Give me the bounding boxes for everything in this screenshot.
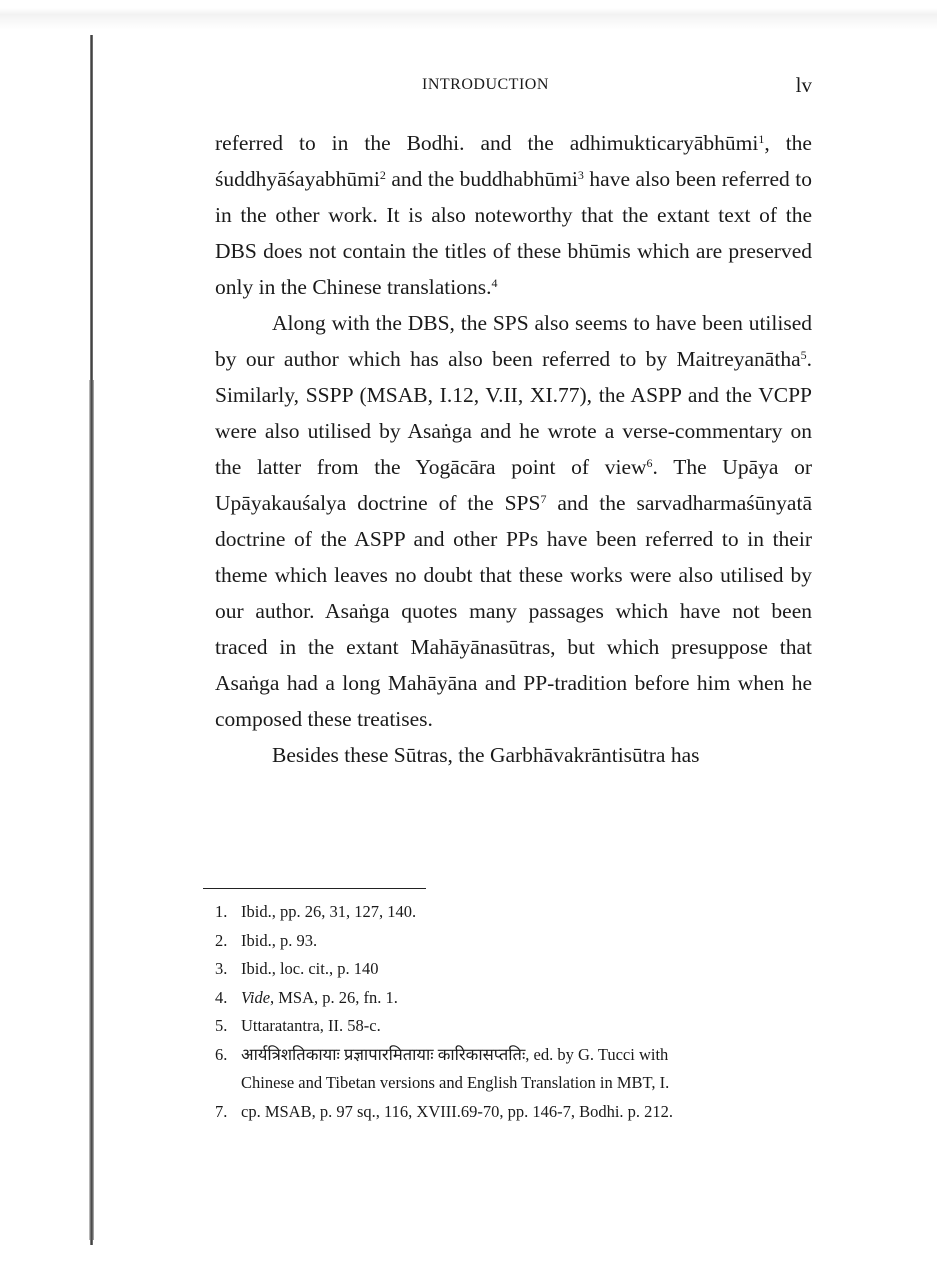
- footnote-number: 7.: [215, 1101, 228, 1121]
- footnote-ref-5: 5: [800, 348, 807, 362]
- footnote-text: Ibid., p. 93.: [241, 930, 318, 950]
- footnote-continuation: Chinese and Tibetan versions and English Translation in MBT, I.: [241, 1073, 670, 1092]
- p1-text-a: referred to in the Bodhi. and the adhimukticaryābhūmi: [215, 131, 759, 155]
- footnote-divider: [203, 888, 426, 889]
- footnotes-list: [215, 898, 815, 1126]
- scan-edge-shadow: [0, 8, 937, 30]
- footnote-number: 6.: [215, 1044, 228, 1064]
- footnote-text: Ibid., loc. cit., p. 140: [241, 959, 379, 978]
- footnote-2: [215, 927, 815, 956]
- footnote-text: , MSA, p. 26, fn. 1.: [270, 987, 398, 1007]
- footnote-1: [215, 898, 815, 927]
- paragraph-2: [215, 305, 812, 737]
- footnote-text: Uttaratantra, II. 58-c.: [241, 1016, 381, 1035]
- paragraph-1: [215, 125, 812, 305]
- paragraph-3: Besides these Sūtras, the Garbhāvakrāntisūtra has: [272, 743, 700, 767]
- footnote-text: Ibid., pp. 26, 31, 127, 140.: [241, 902, 417, 921]
- footnote-4: [215, 984, 815, 1013]
- footnote-ref-1: 1: [758, 132, 765, 146]
- running-head: INTRODUCTION: [422, 76, 549, 93]
- footnote-ref-3: 3: [577, 168, 584, 182]
- footnote-number: 5.: [215, 1016, 228, 1035]
- body-text: [215, 125, 812, 773]
- footnote-3: [215, 955, 815, 984]
- footnote-ref-6: 6: [646, 456, 653, 470]
- footnote-number: 3.: [215, 959, 228, 978]
- footnote-text: आर्यत्रिशतिकायाः प्रज्ञापारमितायाः कारिकासप्ततिः, ed. by G. Tucci with: [241, 1044, 669, 1064]
- p1-text-d: have also been referred to in the other work. It is also noteworthy that the extant text of the DBS does not contain the titles of these bhūmis which are preserved only in the Chinese translations.: [215, 167, 812, 299]
- book-spine-shadow-lower: [89, 380, 94, 1240]
- footnote-text: cp. MSAB, p. 97 sq., 116, XVIII.69-70, pp. 146-7, Bodhi. p. 212.: [241, 1101, 674, 1121]
- p2-text-d: and the sarvadharmaśūnyatā doctrine of the ASPP and other PPs have been referred to in their theme which leaves no doubt that these works were also utilised by our author. Asaṅga quotes many passages which have not been traced in the extant Mahāyānasūtras, but which presuppose that Asaṅga had a long Mahāyāna and PP-tradition before him when he composed these treatises.: [215, 491, 812, 731]
- p1-text-c: and the buddhabhūmi: [385, 167, 578, 191]
- footnote-number: 4.: [215, 987, 228, 1007]
- p2-text-b: . Similarly, SSPP (MSAB, I.12, V.II, XI.77), the ASPP and the VCPP were also utilised by Asaṅga and he wrote a verse-commentary on the latter from the Yogācāra point of view: [215, 347, 812, 479]
- footnote-5: [215, 1012, 815, 1041]
- footnote-7: [215, 1098, 815, 1127]
- footnote-6: [215, 1041, 815, 1098]
- page-number: lv: [795, 73, 812, 97]
- footnote-ref-2: 2: [379, 168, 386, 182]
- footnote-number: 1.: [215, 902, 228, 921]
- footnote-italic: Vide: [241, 987, 271, 1007]
- p2-text-a: Along with the DBS, the SPS also seems to have been utilised by our author which has also been referred to by Maitreyanātha: [215, 311, 812, 371]
- footnote-ref-4: 4: [491, 276, 498, 290]
- p1-text-b: , the śuddhyāśayabhūmi: [215, 131, 812, 191]
- footnote-number: 2.: [215, 930, 228, 950]
- footnote-ref-7: 7: [540, 492, 547, 506]
- p2-text-c: . The Upāya or Upāyakauśalya doctrine of the SPS: [215, 455, 813, 515]
- page-header: [215, 73, 812, 100]
